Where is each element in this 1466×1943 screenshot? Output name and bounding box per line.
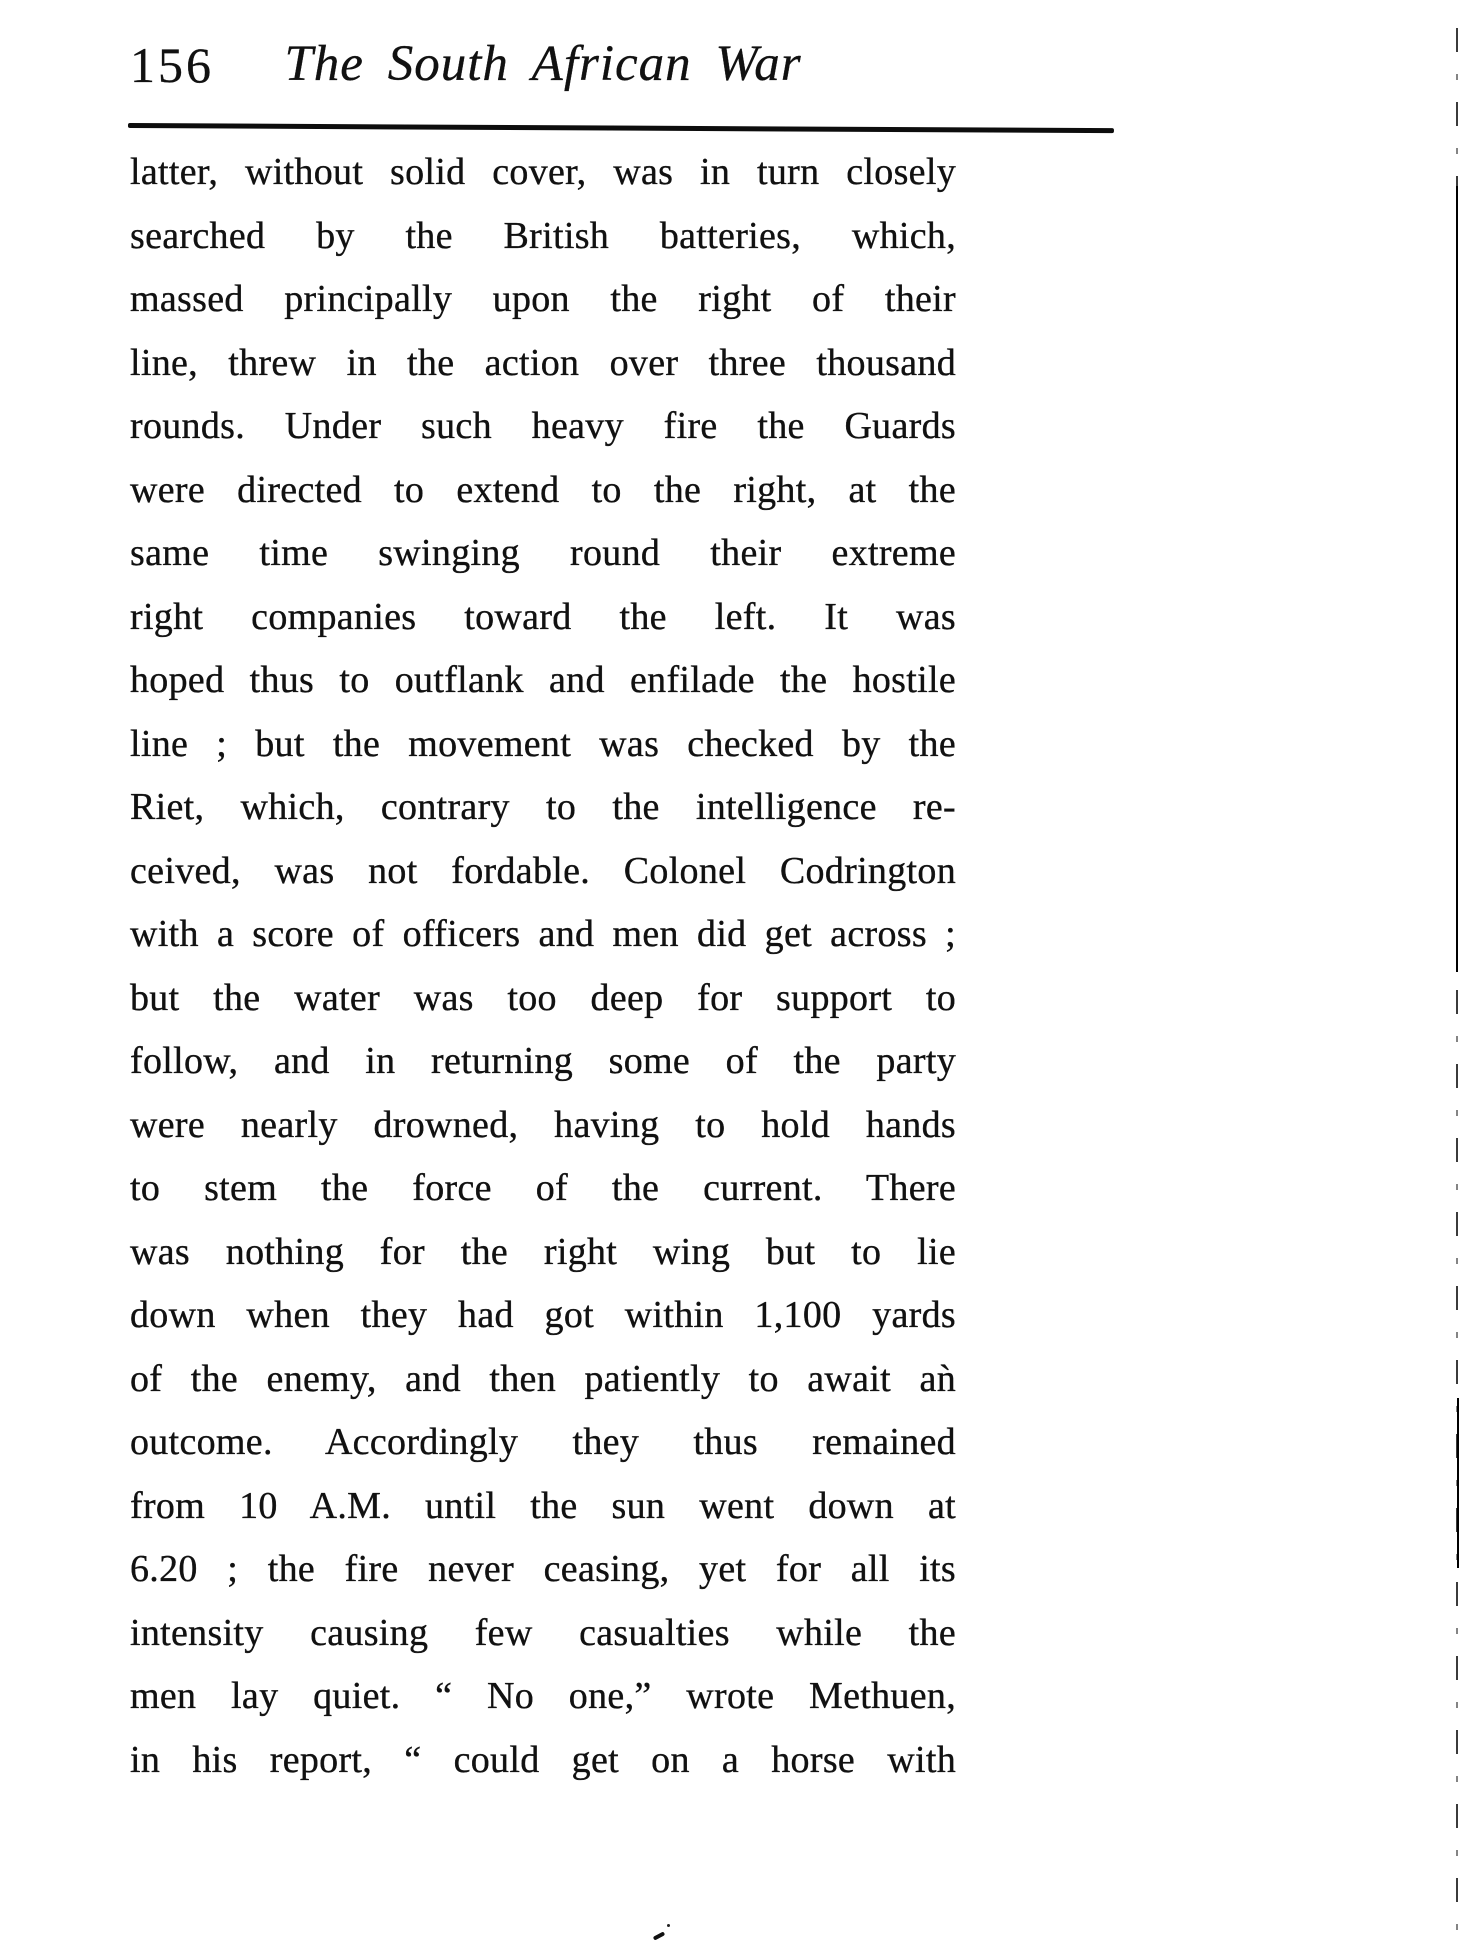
text-line: line, threw in the action over three thousand [130, 341, 956, 384]
text-line: rounds. Under such heavy fire the Guards [130, 405, 956, 447]
text-line: right companies toward the left. It was [130, 595, 956, 638]
text-line: in his report, “ could get on a horse with [130, 1738, 956, 1781]
header-rule [128, 123, 1114, 133]
text-line: outcome. Accordingly they thus remained [130, 1421, 956, 1463]
scan-edge-artifact [1456, 186, 1458, 972]
text-line: 6.20 ; the fire never ceasing, yet for all its [130, 1548, 956, 1590]
text-line: men lay quiet. “ No one,” wrote Methuen, [130, 1675, 956, 1717]
text-line: searched by the British batteries, which, [130, 214, 956, 257]
text-line: but the water was too deep for support to [130, 976, 956, 1019]
text-line: follow, and in returning some of the party [130, 1040, 956, 1082]
text-line: was nothing for the right wing but to lie [130, 1230, 956, 1273]
text-line: massed principally upon the right of their [130, 278, 956, 320]
text-line: of the enemy, and then patiently to await aǹ [130, 1357, 956, 1400]
text-line: with a score of officers and men did get across ; [130, 913, 956, 955]
text-line: hoped thus to outflank and enfilade the hostile [130, 659, 956, 701]
text-line: were nearly drowned, having to hold hands [130, 1103, 956, 1146]
text-line: were directed to extend to the right, at the [130, 468, 956, 511]
text-line: intensity causing few casualties while the [130, 1611, 956, 1654]
scan-speck [653, 1931, 665, 1940]
text-line: ceived, was not fordable. Colonel Codrington [130, 849, 956, 892]
text-line: down when they had got within 1,100 yards [130, 1294, 956, 1336]
running-title: The South African War [284, 36, 802, 92]
text-line: from 10 A.M. until the sun went down at [130, 1484, 956, 1527]
scan-edge-artifact [1457, 1398, 1459, 1568]
running-header [130, 34, 956, 104]
text-line: to stem the force of the current. There [130, 1167, 956, 1209]
text-line: same time swinging round their extreme [130, 532, 956, 574]
page-number: 156 [130, 37, 214, 93]
body-text [130, 141, 956, 1792]
text-line: latter, without solid cover, was in turn closely [130, 151, 956, 193]
scan-speck [667, 1924, 670, 1927]
text-line: Riet, which, contrary to the intelligence re- [130, 786, 956, 828]
text-line: line ; but the movement was checked by the [130, 722, 956, 765]
